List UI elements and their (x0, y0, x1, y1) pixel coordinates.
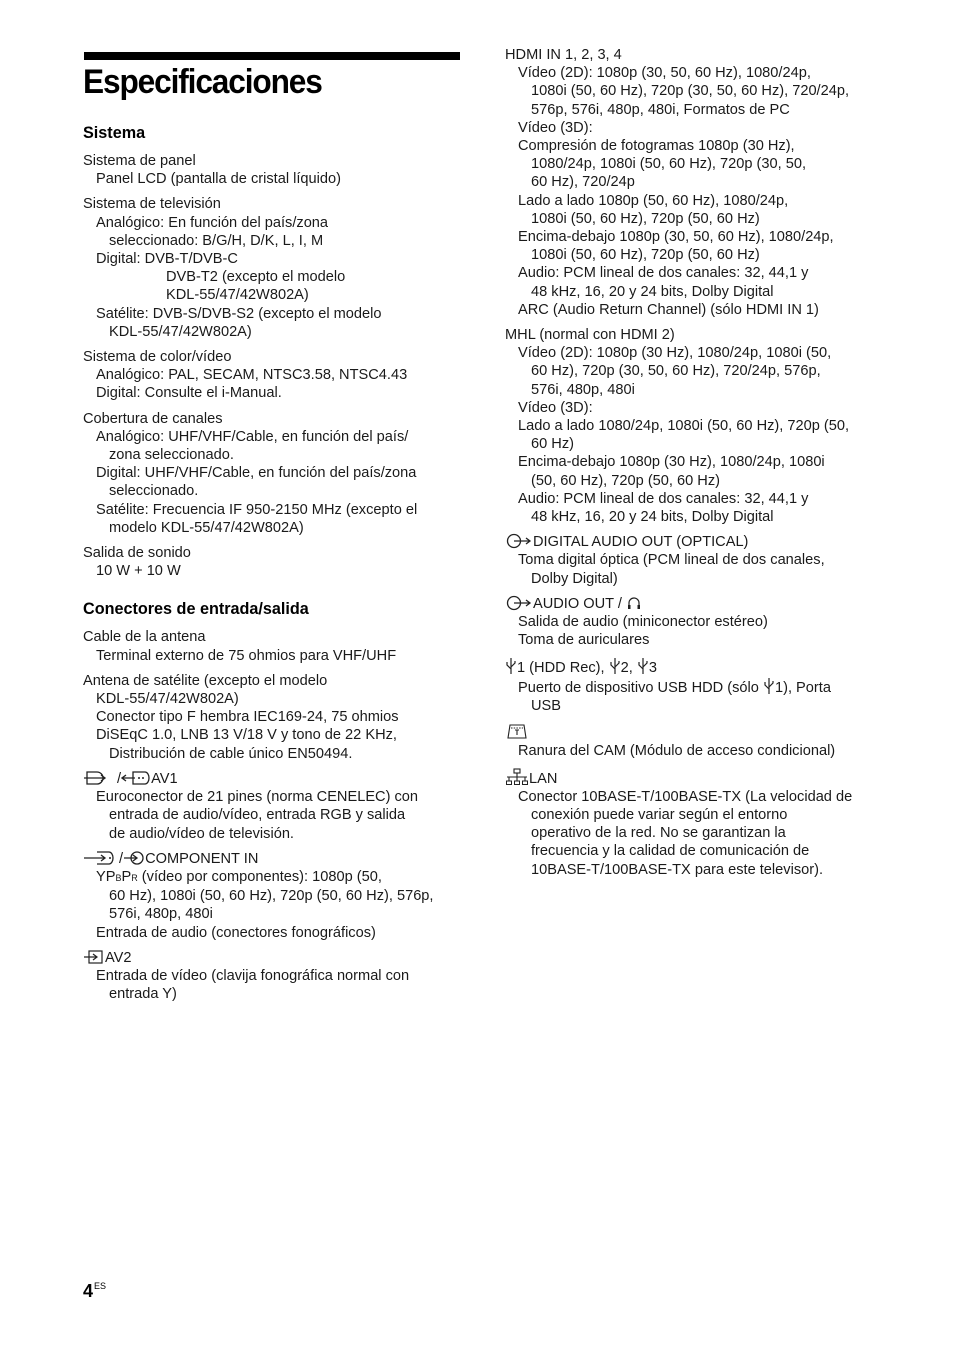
spec-value: Terminal externo de 75 ohmios para VHF/UHF (96, 647, 397, 664)
spec-usb (505, 657, 890, 716)
spec-label (505, 657, 890, 677)
section-heading-conectores: Conectores de entrada/salida (83, 600, 309, 619)
spec-value: Analógico: PAL, SECAM, NTSC3.58, NTSC4.43 (96, 367, 408, 384)
usb-icon (763, 677, 775, 695)
left-column (83, 122, 468, 1010)
spec-value: KDL-55/47/42W802A) (109, 323, 252, 340)
spec-value: 60 Hz), 1080i (50, 60 Hz), 720p (50, 60 Hz), 576p, (109, 888, 434, 905)
digital-audio-out-icon (505, 533, 533, 549)
spec-value: 576p, 576i, 480p, 480i, Formatos de PC (531, 101, 790, 118)
spec-component-in (83, 850, 468, 942)
spec-value: Digital: UHF/VHF/Cable, en función del país/zona (96, 465, 417, 482)
spec-value: Conector 10BASE-T/100BASE-TX (La velocidad de (518, 788, 853, 805)
spec-cam (505, 722, 890, 760)
spec-label: Sistema de color/vídeo (83, 349, 232, 366)
spec-label: Cable de la antena (83, 629, 206, 646)
spec-value: KDL-55/47/42W802A) (166, 287, 309, 304)
usb-icon (505, 657, 517, 675)
spec-label: Antena de satélite (excepto el modelo (83, 672, 328, 689)
spec-value: Toma de auriculares (518, 632, 650, 649)
scart-io-icon (83, 770, 113, 786)
spec-value: Entrada de vídeo (clavija fonográfica normal con (96, 967, 410, 984)
spec-label: / COMPONENT IN (83, 850, 468, 868)
spec-label: Cobertura de canales (83, 410, 223, 427)
spec-value: Entrada de audio (conectores fonográficos) (96, 924, 376, 941)
spec-label: MHL (normal con HDMI 2) (505, 327, 675, 344)
spec-color-system (83, 348, 468, 403)
spec-value: 1080/24p, 1080i (50, 60 Hz), 720p (30, 50, (531, 156, 807, 173)
spec-value: Encima-debajo 1080p (30 Hz), 1080/24p, 1080i (518, 454, 825, 471)
spec-value: 48 kHz, 16, 20 y 24 bits, Dolby Digital (531, 509, 774, 526)
spec-value: 1080i (50, 60 Hz), 720p (50, 60 Hz) (531, 247, 760, 264)
spec-value: Satélite: DVB-S/DVB-S2 (excepto el modelo (96, 305, 382, 322)
spec-label: KDL-55/47/42W802A) (96, 691, 239, 708)
spec-value: zona seleccionado. (109, 447, 234, 464)
spec-value: Vídeo (2D): 1080p (30, 50, 60 Hz), 1080/24p, (518, 65, 811, 82)
connector-label: 2, (620, 659, 633, 676)
connector-label: LAN (529, 770, 558, 787)
spec-value: Distribución de cable único EN50494. (109, 745, 353, 762)
spec-value: Euroconector de 21 pines (norma CENELEC) con (96, 789, 419, 806)
page-language-code: ES (94, 1281, 107, 1291)
spec-value: 60 Hz), 720p (30, 50, 60 Hz), 720/24p, 576p, (531, 363, 821, 380)
spec-value: Analógico: UHF/VHF/Cable, en función del país/ (96, 428, 409, 445)
spec-mhl (505, 326, 890, 526)
spec-value: 60 Hz), 720/24p (531, 174, 635, 191)
page-number: $4^{ES}$ (83, 1281, 107, 1301)
component-in-icon (83, 850, 115, 866)
spec-lan (505, 768, 890, 879)
spec-value: 576i, 480p, 480i (109, 906, 213, 923)
spec-panel (83, 152, 468, 188)
connector-label: 3 (648, 659, 657, 676)
spec-value: Vídeo (2D): 1080p (30 Hz), 1080/24p, 1080i (50, (518, 345, 832, 362)
headphones-icon (626, 595, 642, 611)
title-rule (84, 52, 460, 60)
spec-value: seleccionado: B/G/H, D/K, L, I, M (109, 232, 324, 249)
spec-value: Lado a lado 1080p (50, 60 Hz), 1080/24p, (518, 192, 789, 209)
spec-value: 1080i (50, 60 Hz), 720p (50, 60 Hz) (531, 210, 760, 227)
spec-value: entrada Y) (109, 986, 177, 1003)
spec-value: Audio: PCM lineal de dos canales: 32, 44,1 y (518, 265, 809, 282)
spec-value: Dolby Digital) (531, 570, 618, 587)
spec-av2 (83, 949, 468, 1004)
spec-hdmi (505, 46, 890, 319)
spec-value: de audio/vídeo de televisión. (109, 825, 294, 842)
spec-value: Digital: DVB-T/DVB-C (96, 251, 238, 268)
spec-label: HDMI IN 1, 2, 3, 4 (505, 47, 622, 63)
spec-label: Salida de sonido (83, 545, 191, 562)
spec-label: Sistema de panel (83, 153, 196, 169)
spec-value: DiSEqC 1.0, LNB 13 V/18 V y tono de 22 KHz, (96, 727, 397, 744)
spec-value: Panel LCD (pantalla de cristal líquido) (96, 171, 341, 188)
lan-icon (505, 768, 529, 786)
spec-value: Encima-debajo 1080p (30, 50, 60 Hz), 1080/24p, (518, 229, 834, 246)
spec-value: 48 kHz, 16, 20 y 24 bits, Dolby Digital (531, 283, 774, 300)
spec-value: Vídeo (3D): (518, 399, 593, 416)
spec-sat-antenna (83, 672, 468, 763)
spec-value: conexión puede variar según el entorno (531, 806, 788, 823)
spec-label (505, 595, 890, 613)
connector-label: AV2 (105, 949, 132, 966)
spec-value: Salida de audio (miniconector estéreo) (518, 614, 768, 631)
usb-icon (609, 657, 621, 675)
spec-value: Toma digital óptica (PCM lineal de dos canales, (518, 552, 825, 569)
spec-value: Vídeo (3D): (518, 119, 593, 136)
spec-value: 576i, 480p, 480i (531, 381, 635, 398)
spec-value: frecuencia y la calidad de comunicación de (531, 843, 810, 860)
spec-value: Conector tipo F hembra IEC169-24, 75 ohmios (96, 709, 399, 726)
spec-value: Compresión de fotogramas 1080p (30 Hz), (518, 138, 795, 155)
spec-value: USB (531, 697, 562, 714)
spec-value: entrada de audio/vídeo, entrada RGB y salida (109, 807, 406, 824)
spec-value: seleccionado. (109, 483, 199, 500)
connector-label: 1 (HDD Rec), (517, 659, 605, 676)
spec-label (505, 533, 890, 551)
section-heading-sistema: Sistema (83, 124, 146, 142)
spec-value: YPBPR (vídeo por componentes): 1080p (50, (96, 868, 382, 885)
spec-value: Satélite: Frecuencia IF 950-2150 MHz (excepto el (96, 501, 418, 518)
spec-value: 60 Hz) (531, 436, 574, 453)
spec-av1 (83, 770, 468, 843)
spec-value: Audio: PCM lineal de dos canales: 32, 44,1 y (518, 490, 809, 507)
audio-out-icon (505, 595, 533, 611)
spec-optical (505, 533, 890, 588)
spec-label: / AV1 (83, 770, 468, 788)
spec-value: Ranura del CAM (Módulo de acceso condicional) (518, 743, 836, 760)
spec-label (505, 722, 890, 742)
spec-value: 10BASE-T/100BASE-TX para este televisor). (531, 861, 824, 878)
spec-channel-coverage (83, 410, 468, 537)
usb-icon (637, 657, 649, 675)
right-column (505, 46, 890, 886)
page-title: Especificaciones (83, 63, 322, 101)
spec-sound-output (83, 544, 468, 580)
spec-audio-out (505, 595, 890, 650)
scart-out-icon (121, 770, 151, 786)
connector-label: COMPONENT IN (145, 850, 259, 867)
spec-value: Digital: Consulte el i-Manual. (96, 385, 282, 402)
spec-tv-system (83, 195, 468, 341)
cam-slot-icon (505, 722, 529, 740)
spec-value: DVB-T2 (excepto el modelo (166, 269, 346, 286)
spec-value: modelo KDL-55/47/42W802A) (109, 519, 304, 536)
connector-label: AV1 (151, 770, 178, 787)
spec-value: ARC (Audio Return Channel) (sólo HDMI IN 1) (518, 301, 819, 318)
spec-value: (50, 60 Hz), 720p (50, 60 Hz) (531, 472, 720, 489)
spec-label: Sistema de televisión (83, 196, 221, 213)
connector-label: AUDIO OUT / (533, 595, 622, 612)
spec-antenna (83, 628, 468, 664)
spec-value: operativo de la red. No se garantizan la (531, 825, 786, 842)
spec-value: 10 W + 10 W (96, 563, 181, 580)
spec-value: Analógico: En función del país/zona (96, 214, 329, 231)
spec-value: Lado a lado 1080/24p, 1080i (50, 60 Hz), 720p (50, (518, 418, 850, 435)
video-in-icon (83, 949, 105, 965)
spec-value: 1080i (50, 60 Hz), 720p (30, 50, 60 Hz), 720/24p, (531, 83, 850, 100)
spec-label (505, 768, 890, 788)
spec-label (83, 949, 468, 967)
audio-in-icon (123, 850, 145, 866)
connector-label: DIGITAL AUDIO OUT (OPTICAL) (533, 534, 749, 551)
spec-value: Puerto de dispositivo USB HDD (sólo 1), Porta (505, 677, 890, 697)
